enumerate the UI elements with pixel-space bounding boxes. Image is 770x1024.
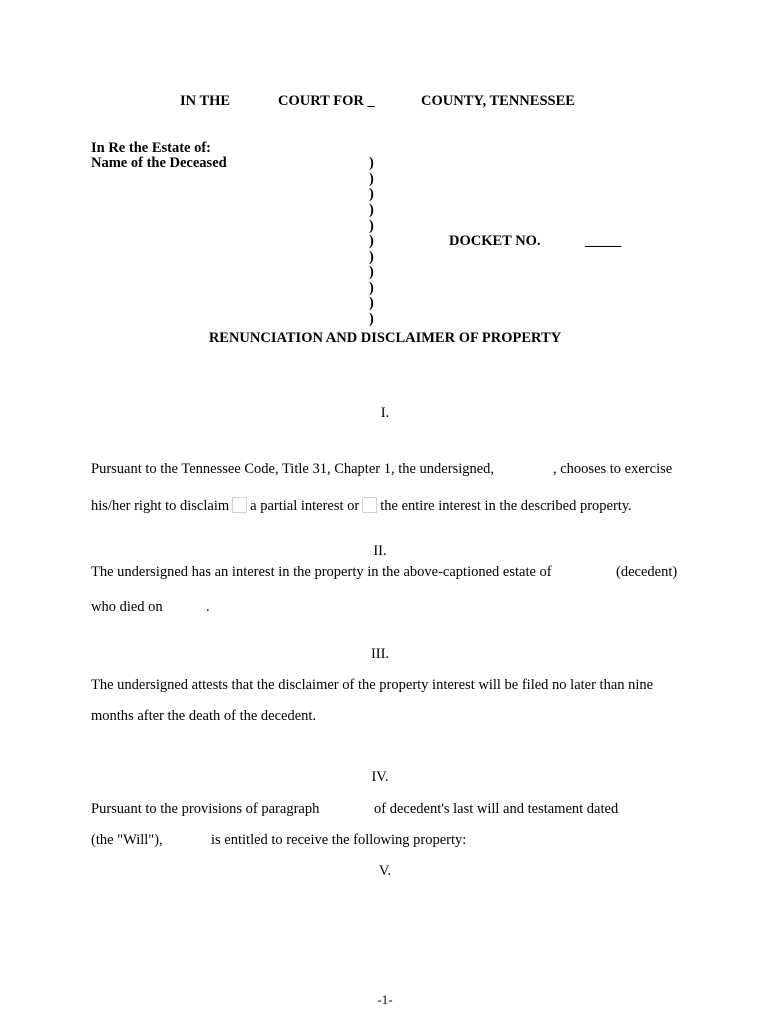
section-number-v: V. bbox=[378, 863, 392, 879]
docket-number-blank: _____ bbox=[585, 233, 622, 249]
caption-paren: ) bbox=[369, 233, 374, 249]
section-iv-line-2a: (the "Will"), bbox=[91, 832, 163, 848]
section-number-i: I. bbox=[380, 405, 390, 421]
section-iv-line-1b: of decedent's last will and testament dated bbox=[374, 801, 619, 817]
caption-paren: ) bbox=[369, 295, 374, 311]
caption-paren: ) bbox=[369, 249, 374, 265]
section-iii-line-2: months after the death of the decedent. bbox=[91, 708, 317, 724]
section-number-iv: IV. bbox=[371, 769, 389, 785]
partial-interest-checkbox[interactable] bbox=[232, 497, 247, 513]
docket-label: DOCKET NO. bbox=[449, 233, 541, 249]
section-i-line-1a: Pursuant to the Tennessee Code, Title 31, Chapter 1, the undersigned, bbox=[91, 461, 495, 477]
section-i-line-2a: his/her right to disclaim bbox=[91, 498, 230, 514]
page-number: -1- bbox=[377, 992, 393, 1007]
caption-county: COUNTY, TENNESSEE bbox=[421, 93, 575, 109]
section-iv-line-2b: is entitled to receive the following property: bbox=[211, 832, 467, 848]
estate-name-line: Name of the Deceased bbox=[91, 155, 227, 171]
section-number-iii: III. bbox=[370, 646, 390, 662]
caption-paren: ) bbox=[369, 186, 374, 202]
section-i-line-1b: , chooses to exercise bbox=[553, 461, 673, 477]
estate-line-1: In Re the Estate of: bbox=[91, 140, 212, 156]
caption-paren: ) bbox=[369, 202, 374, 218]
caption-paren: ) bbox=[369, 311, 374, 327]
section-ii-line-2b: . bbox=[206, 599, 210, 615]
document-title: RENUNCIATION AND DISCLAIMER OF PROPERTY bbox=[208, 330, 562, 346]
section-number-ii: II. bbox=[373, 543, 387, 559]
caption-paren: ) bbox=[369, 264, 374, 280]
section-ii-line-1b: (decedent) bbox=[616, 564, 678, 580]
section-ii-line-2a: who died on bbox=[91, 599, 163, 615]
partial-interest-label: a partial interest or bbox=[250, 498, 360, 514]
section-i-line-2 bbox=[91, 497, 632, 514]
section-iii-line-1: The undersigned attests that the disclaimer of the property interest will be filed no later than nine bbox=[91, 677, 654, 693]
caption-paren: ) bbox=[369, 171, 374, 187]
caption-court-for: COURT FOR _ bbox=[278, 93, 375, 109]
section-ii-line-1a: The undersigned has an interest in the property in the above-captioned estate of bbox=[91, 564, 552, 580]
caption-paren: ) bbox=[369, 155, 374, 171]
entire-interest-checkbox[interactable] bbox=[362, 497, 377, 513]
entire-interest-label: the entire interest in the described property. bbox=[380, 498, 632, 514]
caption-in-the: IN THE bbox=[180, 93, 231, 109]
section-iv-line-1a: Pursuant to the provisions of paragraph bbox=[91, 801, 320, 817]
caption-paren: ) bbox=[369, 218, 374, 234]
caption-paren: ) bbox=[369, 280, 374, 296]
